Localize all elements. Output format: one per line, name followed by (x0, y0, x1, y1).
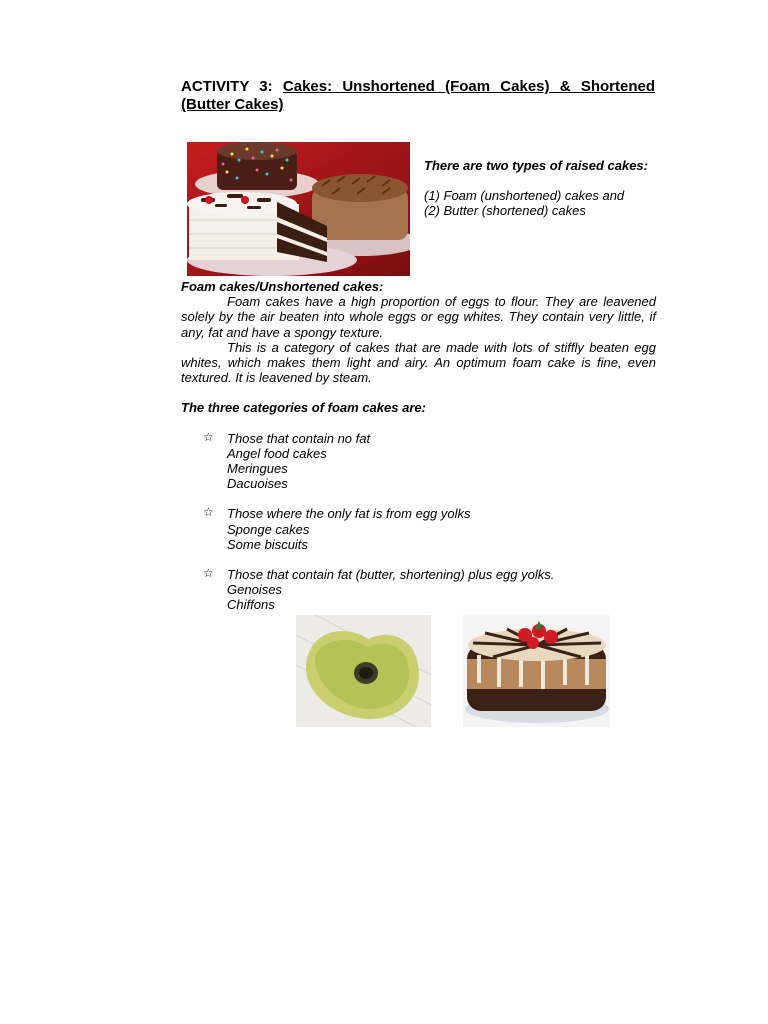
intro-type-1: (1) Foam (unshortened) cakes and (424, 188, 625, 203)
category-example: Dacuoises (227, 476, 288, 492)
category-example: Genoises (227, 582, 282, 598)
category-example: Angel food cakes (227, 445, 327, 461)
intro-type-2: (2) Butter (shortened) cakes (424, 203, 586, 218)
category-item (203, 429, 656, 492)
category-example: Chiffons (227, 597, 275, 613)
star-bullet-icon: ☆ (203, 566, 214, 581)
foam-paragraph-1: Foam cakes have a high proportion of eggs to flour. They are leavened solely by the air beaten into whole eggs or egg whites. They contain very little, if any, fat and have a spongy texture. (181, 294, 656, 340)
chiffon-cake-photo (296, 615, 431, 727)
foam-heading: Foam cakes/Unshortened cakes: (181, 279, 384, 294)
chocolate-cake-photo (463, 615, 610, 727)
cakes-photo (187, 142, 410, 276)
activity-label: ACTIVITY 3: (181, 78, 283, 95)
category-item (203, 566, 656, 613)
intro-lead: There are two types of raised cakes: (424, 158, 648, 173)
star-bullet-icon: ☆ (203, 505, 214, 520)
intro-box (424, 158, 656, 218)
foam-section (181, 279, 656, 613)
categories-heading: The three categories of foam cakes are: (181, 400, 426, 416)
category-title: Those where the only fat is from egg yolks (227, 506, 471, 522)
category-item (203, 505, 656, 552)
category-title: Those that contain no fat (227, 430, 371, 446)
category-example: Sponge cakes (227, 521, 310, 537)
star-bullet-icon: ☆ (203, 429, 214, 444)
category-title: Those that contain fat (butter, shortening) plus egg yolks. (227, 567, 555, 583)
activity-topic: Cakes: Unshortened (Foam Cakes) & Shortened (Butter Cakes) (181, 78, 655, 113)
category-example: Some biscuits (227, 536, 308, 552)
activity-title (181, 78, 655, 114)
category-example: Meringues (227, 461, 288, 477)
foam-paragraph-2: This is a category of cakes that are made with lots of stiffly beaten egg whites, which makes them light and airy. An optimum foam cake is fine, even textured. It is leavened by steam. (181, 339, 656, 386)
